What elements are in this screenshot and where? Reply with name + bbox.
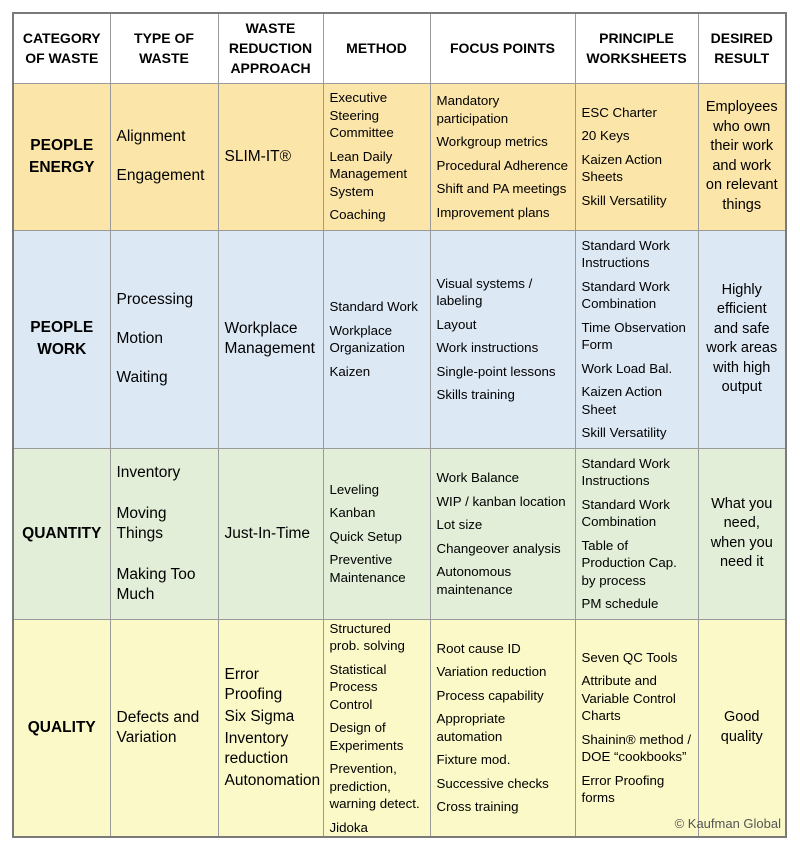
type-item: Making Too Much: [116, 565, 196, 603]
header-type: TYPE OF WASTE: [110, 13, 218, 83]
worksheet-item: Skill Versatility: [581, 192, 667, 208]
category-label: PEOPLE WORK: [30, 319, 94, 358]
method-item: Kaizen: [329, 363, 371, 379]
category-label: QUALITY: [27, 718, 96, 736]
type-cell: [110, 448, 218, 619]
result-cell: [698, 83, 786, 230]
approach-cell: [218, 619, 323, 837]
focus-item: Procedural Adherence: [436, 157, 569, 173]
focus-item: Fixture mod.: [436, 752, 511, 768]
worksheet-item: ESC Charter: [581, 104, 657, 120]
worksheets-cell: [575, 230, 698, 448]
category-cell: [13, 83, 110, 230]
focus-item: Changeover analysis: [436, 540, 561, 556]
type-item: Waiting: [116, 369, 168, 386]
method-item: Kanban: [329, 505, 376, 521]
result-cell: [698, 448, 786, 619]
focus-item: Single-point lessons: [436, 363, 556, 379]
waste-reduction-table: [12, 12, 787, 838]
row-people-energy: [13, 83, 786, 230]
focus-item: Work instructions: [436, 340, 539, 355]
focus-item: Process capability: [436, 687, 544, 703]
result-text: Good quality: [720, 709, 763, 745]
worksheet-item: Table of Production Cap. by process: [581, 537, 677, 588]
focus-item: Mandatory participation: [436, 93, 509, 126]
method-item: Coaching: [329, 207, 386, 223]
type-item: Processing: [116, 291, 194, 308]
worksheet-item: Kaizen Action Sheet: [581, 384, 663, 417]
row-quality: [13, 619, 786, 837]
approach-item: Six Sigma: [224, 707, 295, 725]
method-item: Statistical Process Control: [329, 661, 387, 712]
approach-cell: [218, 448, 323, 619]
focus-item: Layout: [436, 316, 477, 332]
worksheet-item: Standard Work Instructions: [581, 455, 670, 488]
focus-item: Improvement plans: [436, 204, 550, 220]
header-row: [13, 13, 786, 83]
row-people-work: [13, 230, 786, 448]
category-label: QUANTITY: [22, 524, 102, 542]
row-quantity: [13, 448, 786, 619]
focus-cell: [430, 83, 575, 230]
method-item: Lean Daily Management System: [329, 148, 408, 199]
worksheets-cell: [575, 619, 698, 837]
worksheet-item: Error Proofing forms: [581, 772, 665, 806]
category-cell: [13, 230, 110, 448]
header-method: METHOD: [323, 13, 430, 83]
focus-item: Root cause ID: [436, 640, 521, 656]
focus-item: Autonomous maintenance: [436, 564, 513, 597]
type-item: Alignment: [116, 128, 186, 145]
header-focus: FOCUS POINTS: [430, 13, 575, 83]
method-item: Quick Setup: [329, 528, 402, 544]
category-cell: [13, 448, 110, 619]
focus-cell: [430, 448, 575, 619]
header-approach: WASTE REDUCTION APPROACH: [218, 13, 323, 83]
type-cell: [110, 619, 218, 837]
method-cell: [323, 448, 430, 619]
copyright-notice: © Kaufman Global: [674, 816, 781, 831]
type-cell: [110, 83, 218, 230]
type-cell: [110, 230, 218, 448]
result-cell: [698, 230, 786, 448]
worksheet-item: Standard Work Instructions: [581, 237, 670, 270]
approach-item: SLIM-IT®: [224, 147, 292, 165]
worksheets-cell: [575, 83, 698, 230]
header-category: CATEGORY OF WASTE: [13, 13, 110, 83]
method-item: Structured prob. solving: [329, 620, 405, 653]
header-worksheets: PRINCIPLE WORKSHEETS: [575, 13, 698, 83]
type-item: Defects and Variation: [116, 708, 200, 746]
approach-cell: [218, 83, 323, 230]
focus-item: Skills training: [436, 387, 515, 402]
worksheets-cell: [575, 448, 698, 619]
method-item: Leveling: [329, 481, 380, 497]
type-item: Motion: [116, 330, 164, 347]
method-item: Standard Work: [329, 299, 418, 314]
worksheet-item: PM schedule: [581, 596, 659, 611]
focus-item: Cross training: [436, 799, 519, 815]
focus-item: Variation reduction: [436, 664, 547, 680]
approach-item: Just-In-Time: [224, 524, 311, 542]
approach-item: Error Proofing: [224, 665, 283, 703]
header-result: DESIRED RESULT: [698, 13, 786, 83]
worksheet-item: Kaizen Action Sheets: [581, 151, 663, 185]
type-item: Moving Things: [116, 504, 167, 542]
worksheet-item: Shainin® method / DOE “cookbooks”: [581, 731, 692, 765]
category-label: PEOPLE ENERGY: [29, 136, 95, 176]
approach-item: Workplace Management: [224, 320, 315, 357]
focus-cell: [430, 230, 575, 448]
worksheet-item: Attribute and Variable Control Charts: [581, 673, 676, 724]
type-item: Inventory: [116, 463, 181, 481]
method-item: Jidoka: [329, 819, 368, 835]
result-text: Employees who own their work and work on relevant things: [705, 99, 778, 213]
focus-item: Lot size: [436, 517, 483, 532]
approach-item: Inventory reduction: [224, 729, 289, 767]
method-item: Design of Experiments: [329, 720, 404, 753]
worksheet-item: Time Observation Form: [581, 319, 686, 352]
focus-item: Visual systems / labeling: [436, 275, 533, 308]
method-item: Preventive Maintenance: [329, 552, 406, 585]
result-cell: [674, 619, 786, 837]
worksheet-item: Standard Work Combination: [581, 496, 670, 529]
method-item: Workplace Organization: [329, 322, 405, 355]
result-text: Highly efficient and safe work areas with high output: [706, 281, 778, 395]
approach-item: Autonomation: [224, 771, 321, 789]
method-cell: [323, 83, 430, 230]
focus-item: Shift and PA meetings: [436, 181, 567, 196]
focus-item: Successive checks: [436, 775, 549, 791]
worksheet-item: Skill Versatility: [581, 425, 667, 440]
worksheet-item: Seven QC Tools: [581, 649, 678, 665]
method-cell: [323, 230, 430, 448]
worksheet-item: Work Load Bal.: [581, 360, 673, 376]
approach-cell: [218, 230, 323, 448]
method-item: Executive Steering Committee: [329, 90, 394, 141]
method-cell: [323, 619, 430, 837]
worksheet-item: Standard Work Combination: [581, 278, 670, 311]
result-text: What you need, when you need it: [710, 495, 773, 570]
focus-item: Workgroup metrics: [436, 134, 548, 149]
method-item: Prevention, prediction, warning detect.: [329, 761, 420, 811]
type-item: Engagement: [116, 167, 205, 184]
category-cell: [13, 619, 110, 837]
focus-item: Work Balance: [436, 470, 520, 485]
worksheet-item: 20 Keys: [581, 128, 630, 144]
focus-cell: [430, 619, 575, 837]
focus-item: WIP / kanban location: [436, 493, 566, 509]
focus-item: Appropriate automation: [436, 711, 506, 744]
